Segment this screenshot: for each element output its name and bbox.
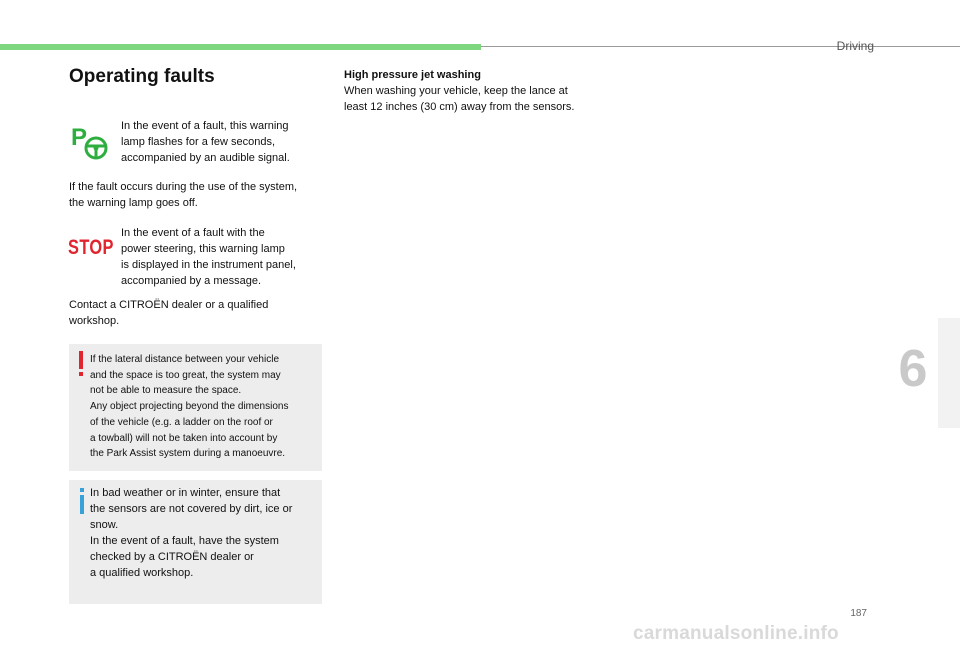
watermark: carmanualsonline.info — [633, 623, 839, 644]
info-box — [69, 480, 322, 604]
lamp-off-paragraph: If the fault occurs during the use of the system, the warning lamp goes off. — [69, 181, 298, 209]
info-box-text: In bad weather or in winter, ensure that the sensors are not covered by dirt, ice or snow. In the event of a fault, have the system checked by a CITROËN dealer or a qualified workshop. — [90, 487, 293, 579]
section-label: Driving — [836, 39, 874, 53]
power-steering-paragraph: In the event of a fault with the power steering, this warning lamp is displayed in the instrument panel, accompanied by a message. — [121, 227, 296, 287]
stop-warning-icon: STOP — [68, 236, 114, 259]
jet-washing-title: High pressure jet washing — [344, 69, 481, 81]
exclamation-warning-icon — [77, 350, 85, 378]
park-assist-warning-lamp-icon — [70, 121, 110, 161]
chapter-tab — [938, 318, 960, 428]
page-number: 187 — [850, 608, 867, 619]
contact-dealer-paragraph: Contact a CITROËN dealer or a qualified workshop. — [69, 299, 269, 327]
header-rule — [481, 46, 960, 47]
lamp-fault-paragraph: In the event of a fault, this warning lamp flashes for a few seconds, accompanied by an audible signal. — [121, 120, 290, 164]
svg-text:P: P — [71, 124, 88, 151]
warning-box — [69, 344, 322, 471]
jet-washing-text: When washing your vehicle, keep the lance at least 12 inches (30 cm) away from the sensors. — [344, 85, 575, 113]
info-icon — [79, 487, 85, 515]
header-accent-bar — [0, 44, 481, 50]
page-heading: Operating faults — [69, 66, 215, 87]
warning-box-text: If the lateral distance between your vehicle and the space is too great, the system may not be able to measure the space. Any object projecting beyond the dimensions of the vehicle (e.g. a ladder on the roof or a towball) will not be taken into account by the Park Assist system during a manoeuvre. — [90, 354, 289, 460]
chapter-number: 6 — [898, 340, 928, 398]
